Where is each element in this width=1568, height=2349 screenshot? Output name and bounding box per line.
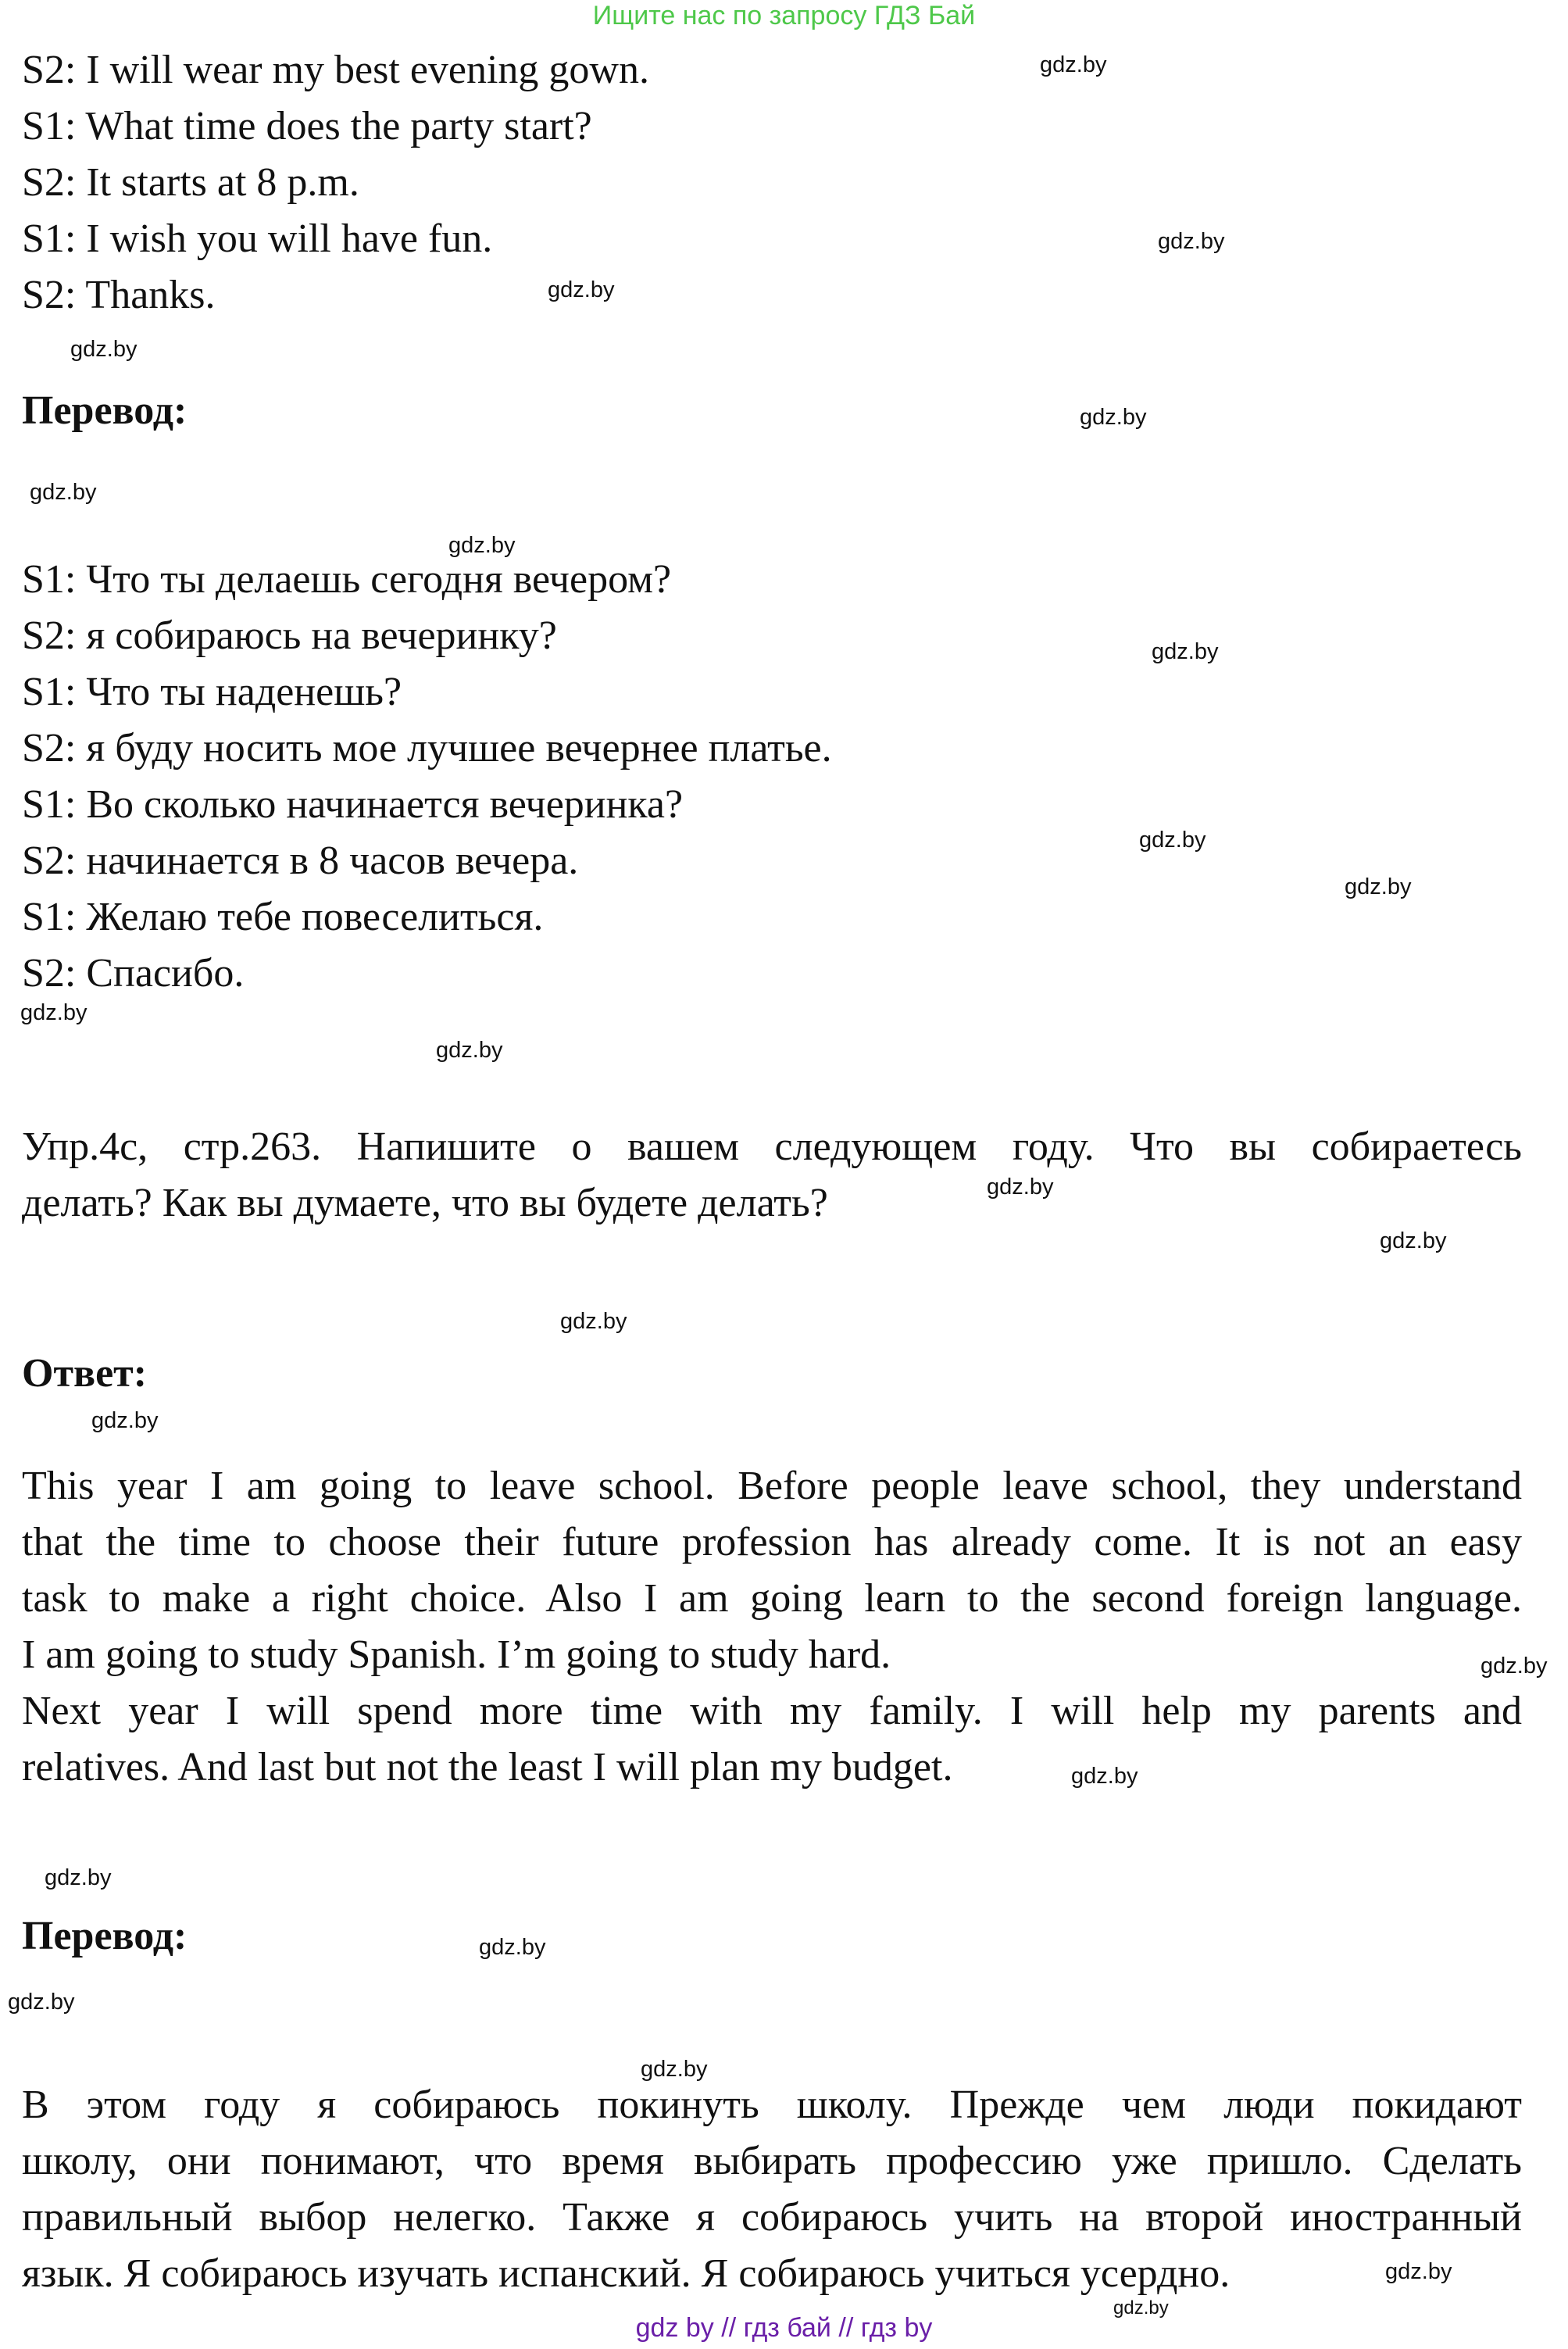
- watermark: gdz.by: [45, 1865, 112, 1890]
- translation-text: В этом году я собираюсь покинуть школу. Прежде чем люди покидают: [22, 2083, 1522, 2127]
- search-banner[interactable]: Ищите нас по запросу ГДЗ Бай: [592, 1, 976, 30]
- translation-text: школу, они понимают, что время выбирать профессию уже пришло. Сделать: [22, 2139, 1522, 2183]
- answer-heading: Ответ:: [22, 1351, 148, 1396]
- watermark: gdz.by: [70, 337, 138, 362]
- translation-line: S2: Спасибо.: [22, 951, 245, 996]
- translation-line: S1: Во сколько начинается вечеринка?: [22, 782, 684, 827]
- watermark: gdz.by: [1480, 1654, 1548, 1679]
- dialog-en-line: S1: I wish you will have fun.: [22, 216, 493, 261]
- watermark: gdz.by: [448, 533, 516, 558]
- answer-text: that the time to choose their future profession has already come. It is not an easy: [22, 1520, 1522, 1564]
- translation-line: S1: Что ты делаешь сегодня вечером?: [22, 557, 672, 602]
- watermark: gdz.by: [1139, 828, 1206, 853]
- answer-text: relatives. And last but not the least I will plan my budget.: [22, 1745, 953, 1789]
- watermark: gdz.by: [30, 480, 97, 505]
- translation-line: S2: я буду носить мое лучшее вечернее платье.: [22, 726, 832, 770]
- watermark: gdz.by: [560, 1309, 627, 1334]
- watermark: gdz.by: [1071, 1764, 1138, 1789]
- watermark: gdz.by: [1345, 874, 1412, 899]
- translation-text: правильный выбор нелегко. Также я собираюсь учить на второй иностранный: [22, 2195, 1522, 2240]
- answer-text: This year I am going to leave school. Before people leave school, they understand: [22, 1464, 1522, 1508]
- translation-text: язык. Я собираюсь изучать испанский. Я собираюсь учиться усердно.: [22, 2251, 1230, 2296]
- watermark: gdz.by: [1080, 405, 1147, 430]
- watermark: gdz.by: [91, 1408, 159, 1433]
- footer-links[interactable]: gdz by // гдз бай // гдз by: [635, 2313, 933, 2343]
- watermark: gdz.by: [436, 1038, 503, 1063]
- watermark: gdz.by: [479, 1935, 546, 1960]
- dialog-en-line: S2: It starts at 8 p.m.: [22, 160, 359, 205]
- translation-line: S1: Желаю тебе повеселиться.: [22, 895, 544, 939]
- translation-heading: Перевод:: [22, 388, 188, 433]
- translation-line: S2: начинается в 8 часов вечера.: [22, 838, 579, 883]
- translation-line: S1: Что ты наденешь?: [22, 670, 402, 714]
- translation-line: S2: я собираюсь на вечеринку?: [22, 613, 557, 658]
- watermark: gdz.by: [8, 1990, 75, 2015]
- watermark: gdz.by: [641, 2057, 708, 2082]
- answer-text: task to make a right choice. Also I am going learn to the second foreign language.: [22, 1576, 1522, 1621]
- watermark: gdz.by: [1152, 639, 1219, 664]
- watermark: gdz.by: [20, 1000, 88, 1025]
- watermark: gdz.by: [1040, 52, 1107, 77]
- dialog-en-line: S2: I will wear my best evening gown.: [22, 48, 649, 92]
- answer-text: I am going to study Spanish. I’m going to study hard.: [22, 1632, 891, 1677]
- watermark: gdz.by: [548, 277, 615, 302]
- dialog-en-line: S1: What time does the party start?: [22, 104, 592, 148]
- exercise-text: делать? Как вы думаете, что вы будете делать?: [22, 1181, 828, 1225]
- translation-heading: Перевод:: [22, 1914, 188, 1958]
- watermark: gdz.by: [1158, 229, 1225, 254]
- watermark: gdz.by: [1113, 2297, 1169, 2319]
- answer-text: Next year I will spend more time with my family. I will help my parents and: [22, 1689, 1522, 1733]
- watermark: gdz.by: [987, 1174, 1054, 1200]
- watermark: gdz.by: [1380, 1228, 1447, 1253]
- exercise-text: Упр.4c, стр.263. Напишите о вашем следующем году. Что вы собираетесь: [22, 1124, 1522, 1169]
- dialog-en-line: S2: Thanks.: [22, 273, 216, 317]
- watermark: gdz.by: [1385, 2259, 1452, 2284]
